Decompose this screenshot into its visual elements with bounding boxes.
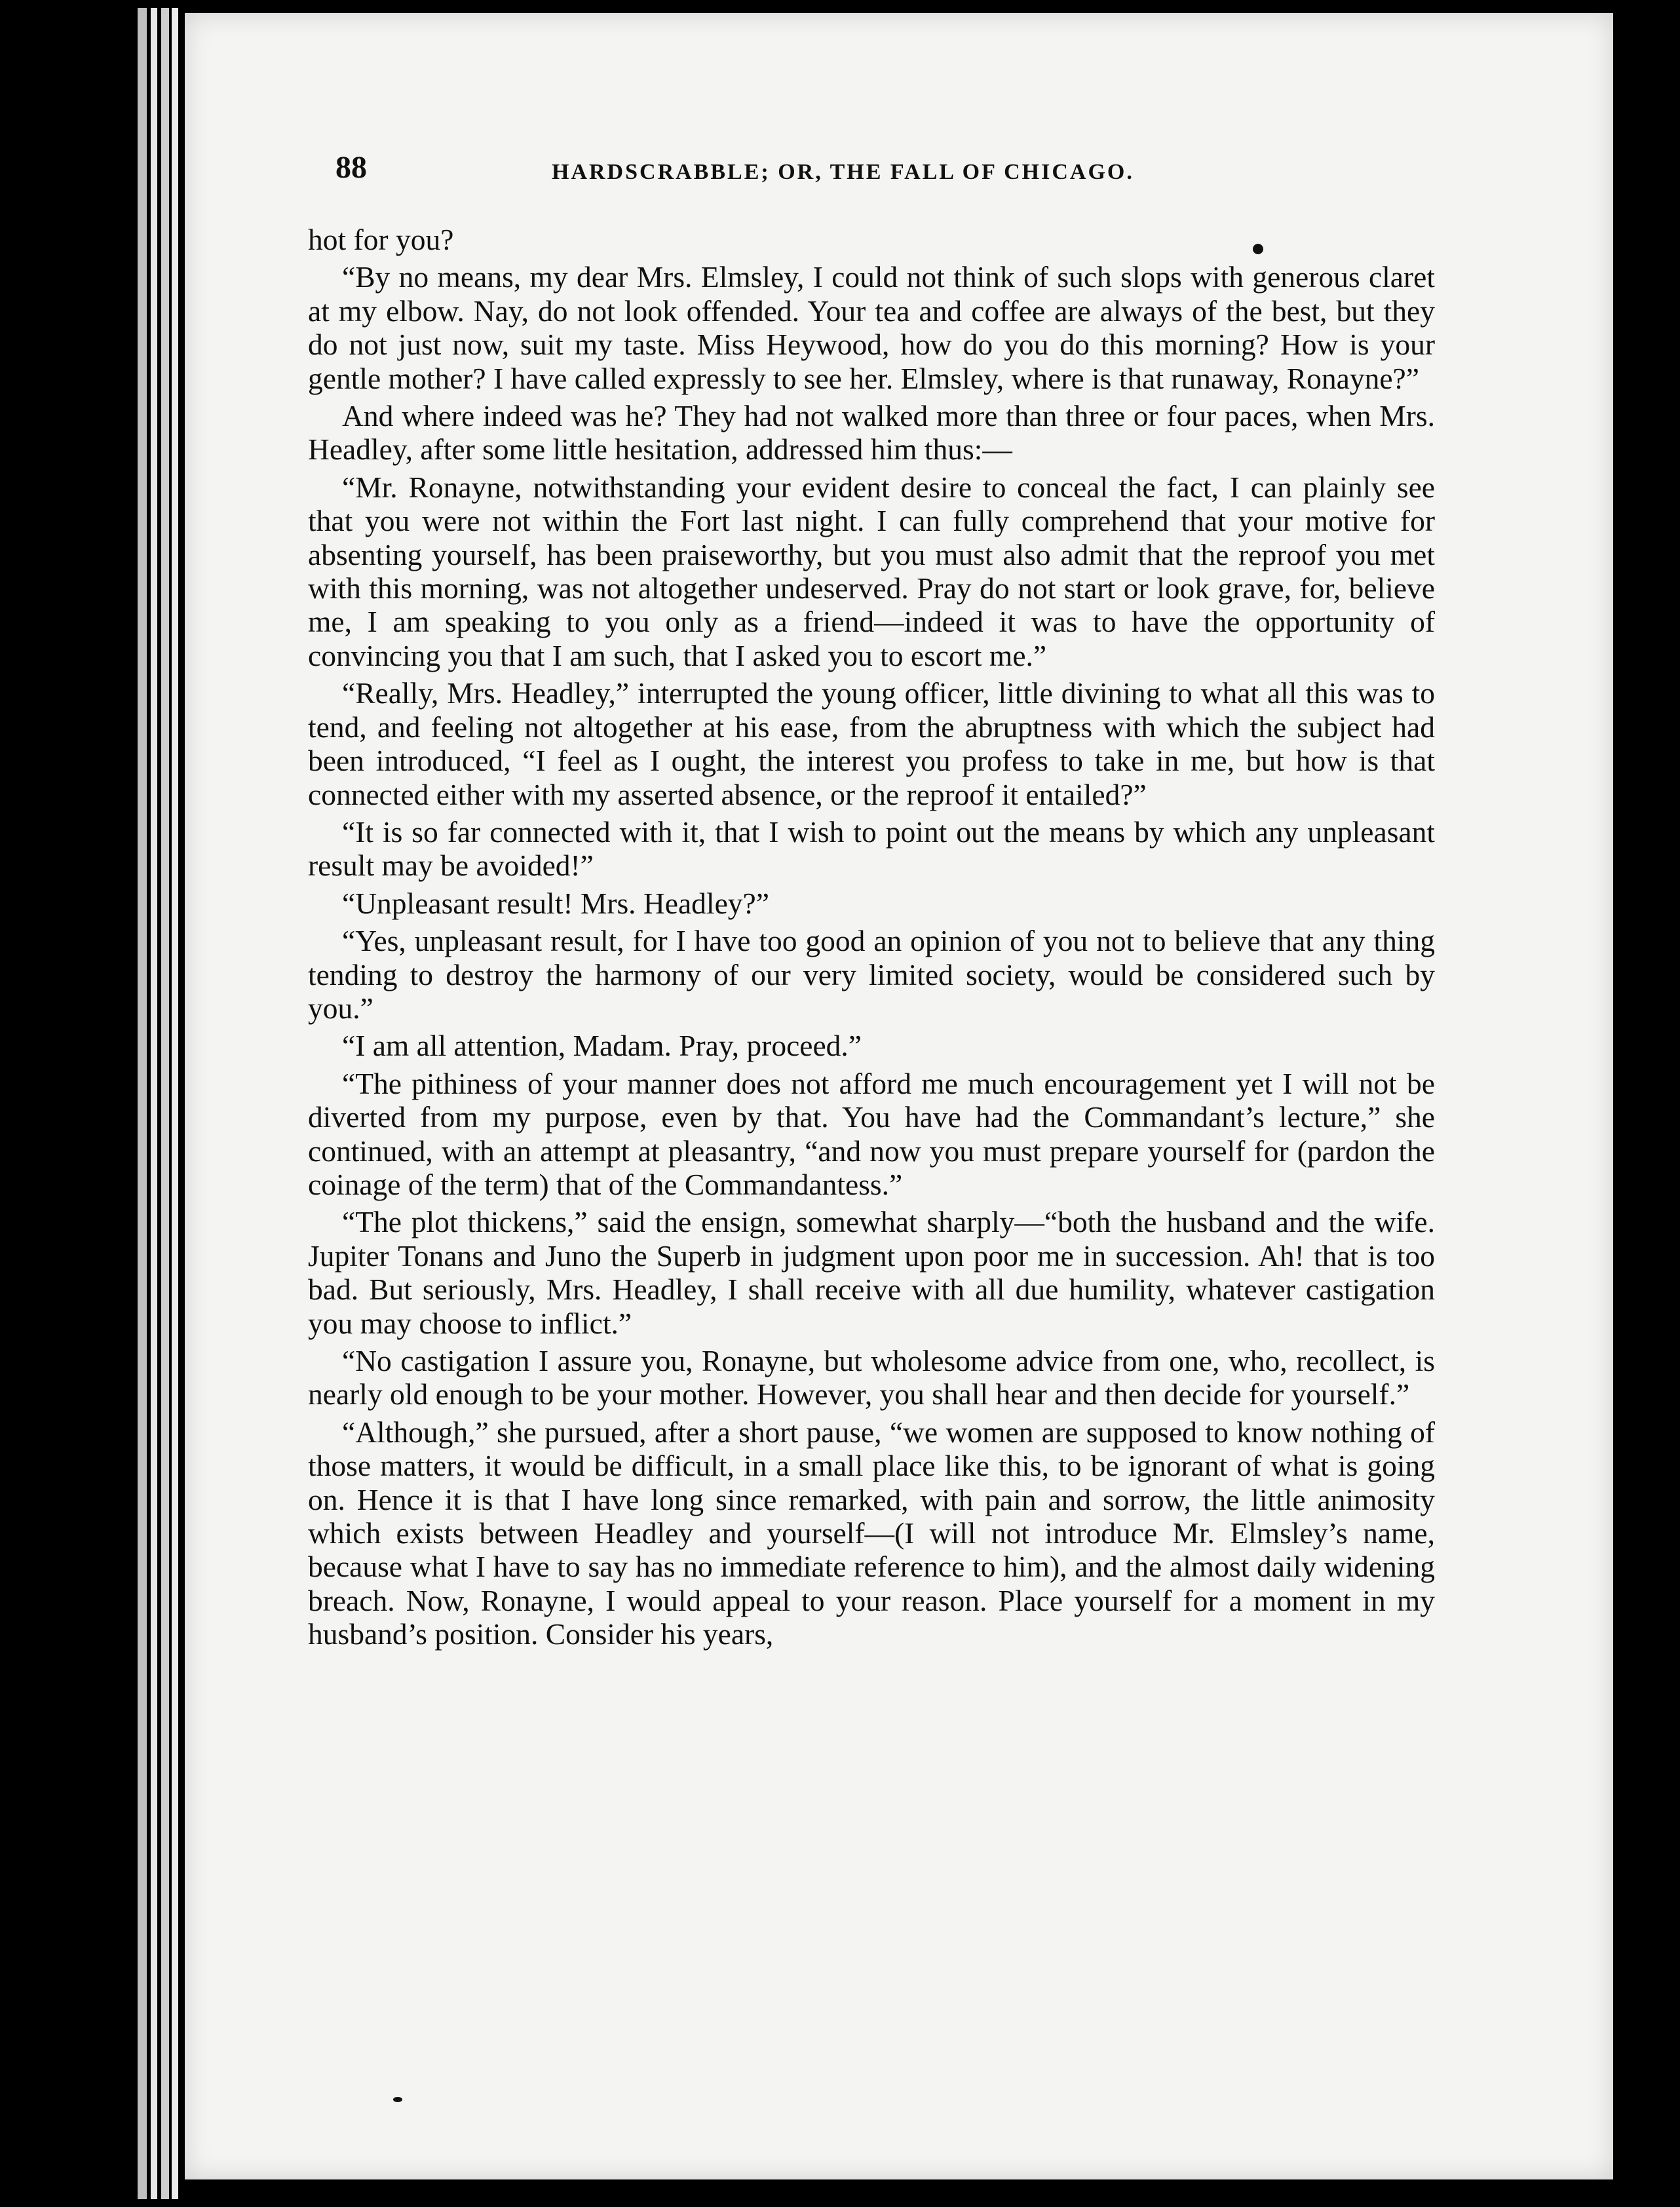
page-edge — [138, 8, 147, 2199]
body-text — [308, 223, 1435, 1959]
paragraph: “By no means, my dear Mrs. Elmsley, I could not think of such slops with generous claret at my elbow. Nay, do not look offended. Your tea and coffee are always of the best, but they do not just now, suit my taste. Miss Heywood, how do you do this morning? How is your gentle mother? I have called expressly to see her. Elmsley, where is that runaway, Ronayne?” — [308, 260, 1435, 395]
paragraph: “The pithiness of your manner does not afford me much encouragement yet I will not be diverted from my purpose, even by that. You have had the Commandant’s lecture,” she continued, with an attempt at pleasantry, “and now you must prepare yourself for (pardon the coinage of the term) that of the Commandantess.” — [308, 1066, 1435, 1201]
page-number: 88 — [335, 150, 367, 185]
ink-speck — [393, 2097, 402, 2102]
paragraph: hot for you? — [308, 223, 454, 256]
page-header — [335, 149, 1554, 195]
paragraph: “No castigation I assure you, Ronayne, but wholesome advice from one, who, recollect, is nearly old enough to be your mother. However, you shall hear and then decide for yourself.” — [308, 1344, 1435, 1411]
paragraph: “The plot thickens,” said the ensign, somewhat sharply—“both the husband and the wife. Jupiter Tonans and Juno the Superb in judgment upon poor me in succession. Ah! that is too bad. But seriously, Mrs. Headley, I shall receive with all due humility, whatever castigation you may choose to inflict.” — [308, 1205, 1435, 1340]
paragraph: “Yes, unpleasant result, for I have too good an opinion of you not to believe that any thing tending to destroy the harmony of our very limited society, would be considered such by you.” — [308, 924, 1435, 1025]
paragraph: “I am all attention, Madam. Pray, proceed.” — [342, 1029, 862, 1063]
paragraph: And where indeed was he? They had not walked more than three or four paces, when Mrs. Headley, after some little hesitation, addressed him thus:— — [308, 399, 1435, 467]
page-edge — [151, 8, 157, 2199]
running-head: HARDSCRABBLE; OR, THE FALL OF CHICAGO. — [552, 160, 1134, 184]
ink-speck — [1253, 244, 1263, 254]
page-edge — [161, 8, 169, 2199]
page-edge — [172, 8, 178, 2199]
paragraph: “Although,” she pursued, after a short pause, “we women are supposed to know nothing of those matters, it would be difficult, in a small place like this, to be ignorant of what is going on. Hence it is that I have long since remarked, with pain and sorrow, the little animosity which exists between Headley and yourself—(I will not introduce Mr. Elmsley’s name, because what I have to say has no immediate reference to him), and the almost daily widening breach. Now, Ronayne, I would appeal to your reason. Place yourself for a moment in my husband’s position. Consider his years, — [308, 1415, 1435, 1651]
paragraph: “Really, Mrs. Headley,” interrupted the young officer, little divining to what all this was to tend, and feeling not altogether at his ease, from the abruptness with which the subject had been introduced, “I feel as I ought, the interest you profess to take in me, but how is that connected either with my asserted absence, or the reproof it entailed?” — [308, 676, 1435, 811]
paragraph: “Mr. Ronayne, notwithstanding your evident desire to conceal the fact, I can plainly see that you were not within the Fort last night. I can fully comprehend that your motive for absenting yourself, has been praiseworthy, but you must also admit that the reproof you met with this morning, was not altogether undeserved. Pray do not start or look grave, for, believe me, I am speaking to you only as a friend—indeed it was to have the opportunity of convincing you that I am such, that I asked you to escort me.” — [308, 470, 1435, 672]
paragraph: “It is so far connected with it, that I wish to point out the means by which any unpleasant result may be avoided!” — [308, 815, 1435, 883]
paragraph: “Unpleasant result! Mrs. Headley?” — [342, 886, 769, 920]
